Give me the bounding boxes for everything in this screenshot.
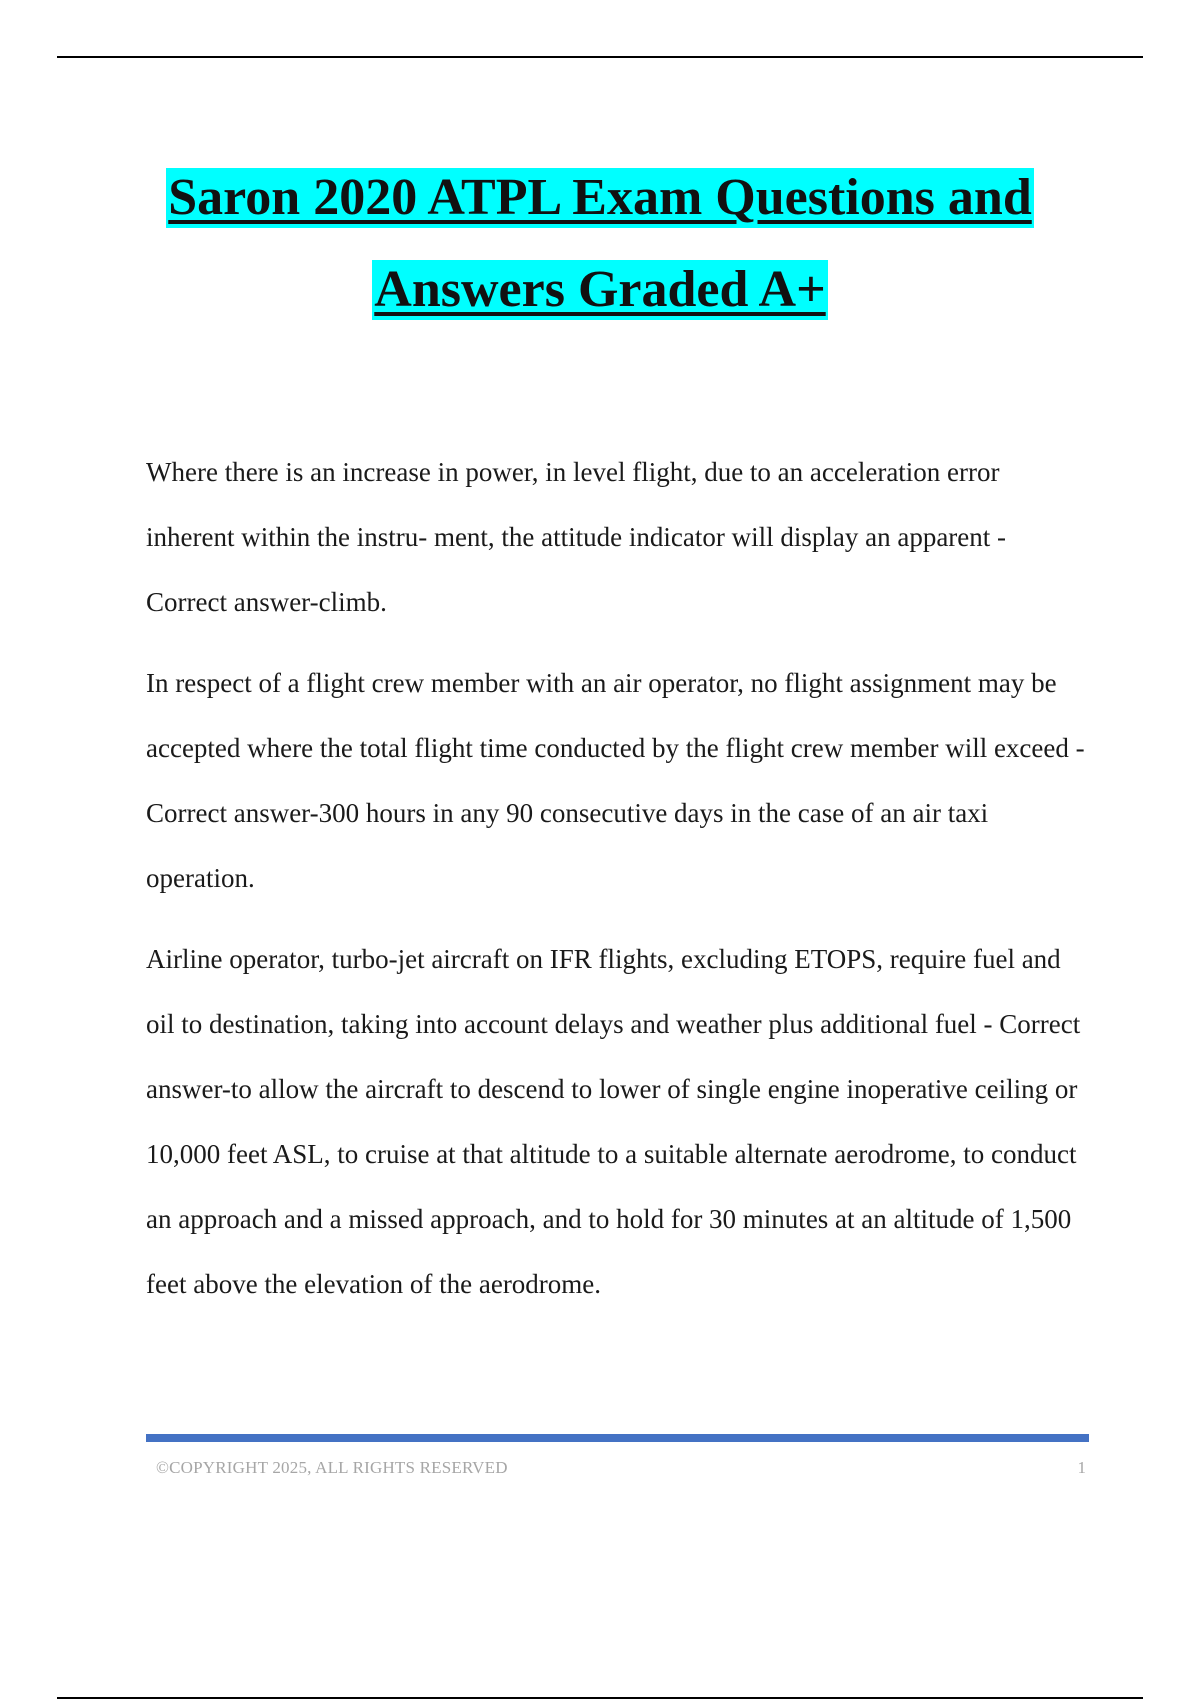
footer-copyright: ©COPYRIGHT 2025, ALL RIGHTS RESERVED xyxy=(156,1458,508,1477)
top-rule xyxy=(57,56,1143,58)
title-line-2: Answers Graded A+ xyxy=(374,261,826,318)
question-item-1: Where there is an increase in power, in level flight, due to an acceleration error inherent within the instru- ment, the attitude indicator will display an apparent - Correct answer-climb. xyxy=(146,457,1007,617)
question-item-3: Airline operator, turbo-jet aircraft on IFR flights, excluding ETOPS, require fuel and oil to destination, taking into account delays and weather plus additional fuel - Correct answer-to allow the aircraft to descend to lower of single engine inoperative ceiling or 10,000 feet ASL, to cruise at that altitude to a suitable alternate aerodrome, to conduct an approach and a missed approach, and to hold for 30 minutes at an altitude of 1,500 feet above the elevation of the aerodrome. xyxy=(146,944,1081,1299)
question-list xyxy=(146,440,1091,1333)
footer-divider-bar xyxy=(146,1434,1089,1442)
page-number: 1 xyxy=(1077,1458,1086,1477)
question-item-2: In respect of a flight crew member with an air operator, no flight assignment may be accepted where the total flight time conducted by the flight crew member will exceed - Correct answer-300 hours in any 90 consecutive days in the case of an air taxi operation. xyxy=(146,668,1085,893)
document-title xyxy=(0,168,1200,352)
bottom-rule xyxy=(57,1697,1143,1699)
title-line-1: Saron 2020 ATPL Exam Questions and xyxy=(168,169,1032,226)
